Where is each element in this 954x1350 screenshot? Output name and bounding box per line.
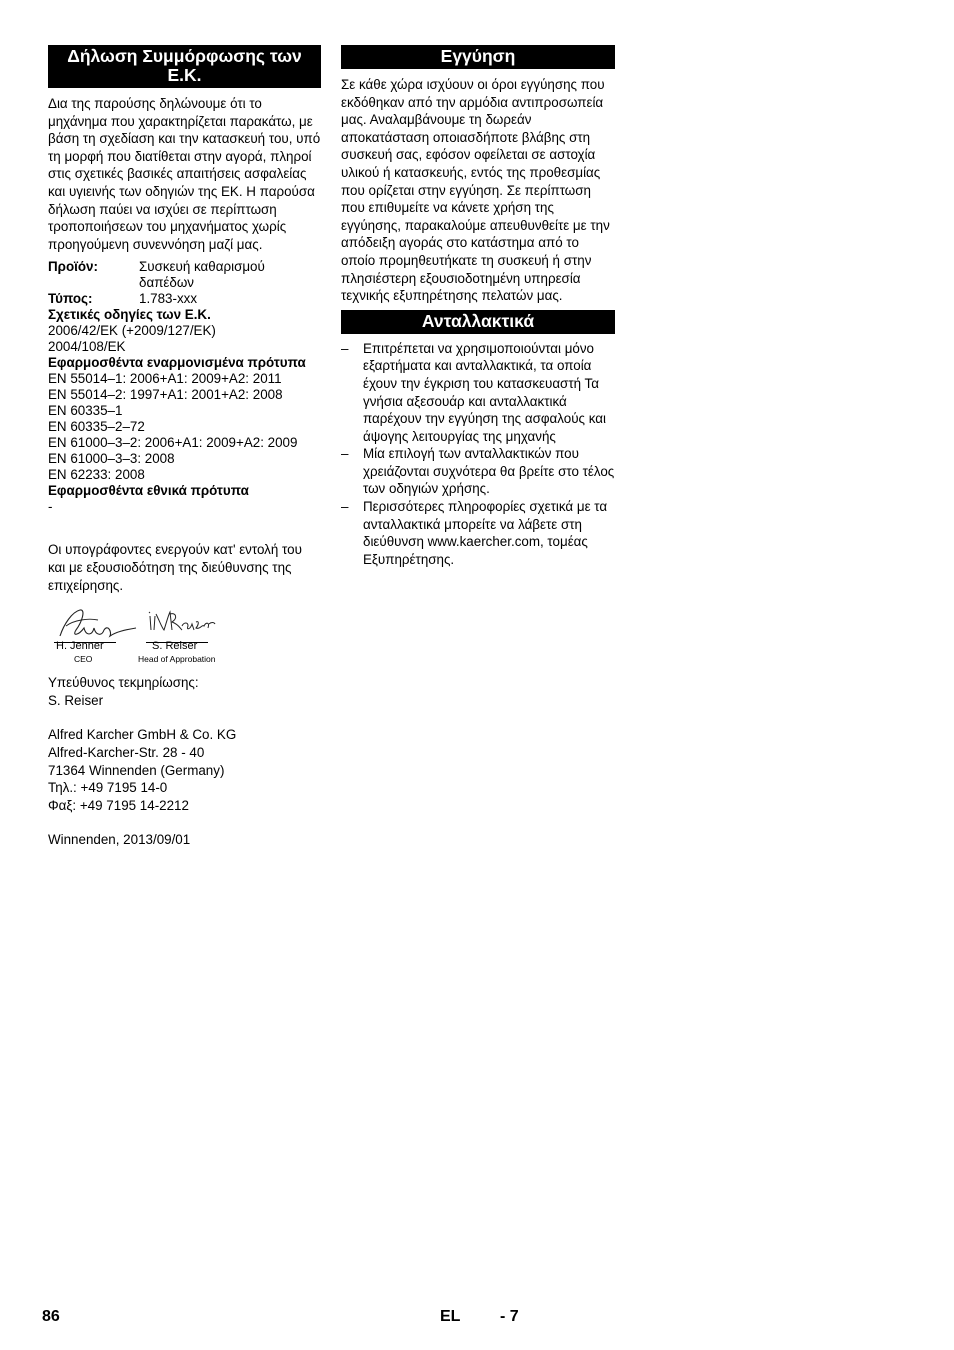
section-page-number: - 7 bbox=[500, 1308, 519, 1325]
type-value: 1.783-xxx bbox=[139, 291, 198, 307]
directives-label: Σχετικές οδηγίες των Ε.Κ. bbox=[48, 307, 211, 323]
standard-item: EN 62233: 2008 bbox=[48, 467, 145, 483]
harmonized-standards-label: Εφαρμοσθέντα εναρμονισμένα πρότυπα bbox=[48, 355, 306, 371]
spare-parts-heading: Ανταλλακτικά bbox=[341, 310, 615, 334]
address-line: Alfred Karcher GmbH & Co. KG bbox=[48, 727, 237, 743]
signature-reiser-icon bbox=[146, 608, 216, 640]
doc-responsible-name: S. Reiser bbox=[48, 692, 104, 708]
list-item-text: Επιτρέπεται να χρησιμοποιούνται μόνο εξαρτήματα και ανταλλακτικά, τα οποία έχουν την έγκριση του κατασκευαστή Τα γνήσια αξεσουάρ και ανταλλακτικά παρέχουν την εγγύηση της ασφαλούς και άψογης λειτουργίας της μηχανής bbox=[363, 340, 606, 444]
signatories-text: Οι υπογράφοντες ενεργούν κατ' εντολή του και με εξουσιοδότηση της διεύθυνσης της επιχείρησης. bbox=[48, 542, 302, 593]
signature-jenner-icon bbox=[54, 606, 138, 644]
doc-responsible-label: Υπεύθυνος τεκμηρίωσης: bbox=[48, 675, 199, 691]
type-label: Τύπος: bbox=[48, 291, 93, 307]
standard-item: EN 55014–2: 1997+A1: 2001+A2: 2008 bbox=[48, 387, 283, 403]
directive-item: 2006/42/ΕΚ (+2009/127/ΕΚ) bbox=[48, 323, 216, 339]
standard-item: EN 60335–1 bbox=[48, 403, 123, 419]
product-value: Συσκευή καθαρισμού δαπέδων bbox=[139, 259, 265, 291]
left-column bbox=[48, 45, 321, 849]
right-column bbox=[341, 45, 615, 568]
list-item-text: Περισσότερες πληροφορίες σχετικά με τα ανταλλακτικά μπορείτε να λάβετε στη διεύθυνση www.kaercher.com, τομέας Εξυπηρέτησης. bbox=[363, 499, 608, 567]
signer1-name: H. Jenner bbox=[56, 640, 104, 653]
list-item bbox=[341, 340, 615, 446]
type-row bbox=[48, 291, 321, 307]
list-item bbox=[341, 445, 615, 498]
address-line: Alfred-Karcher-Str. 28 - 40 bbox=[48, 744, 205, 760]
warranty-heading: Εγγύηση bbox=[341, 45, 615, 69]
dash-bullet: – bbox=[341, 446, 349, 462]
signer2-name: S. Reiser bbox=[152, 640, 198, 653]
signer1-role: CEO bbox=[74, 654, 93, 665]
declaration-heading: Δήλωση Συμμόρφωσης των Ε.Κ. bbox=[48, 45, 321, 88]
national-standards-value: - bbox=[48, 499, 53, 515]
address-line: Φαξ: +49 7195 14-2212 bbox=[48, 797, 189, 813]
address-line: 71364 Winnenden (Germany) bbox=[48, 762, 225, 778]
standard-item: EN 61000–3–2: 2006+A1: 2009+A2: 2009 bbox=[48, 435, 298, 451]
signature-block bbox=[48, 606, 321, 668]
spare-parts-list bbox=[341, 340, 615, 569]
signer2-role: Head of Approbation bbox=[138, 654, 216, 665]
page-number: 86 bbox=[42, 1308, 60, 1325]
place-date: Winnenden, 2013/09/01 bbox=[48, 832, 191, 848]
address-line: Τηλ.: +49 7195 14-0 bbox=[48, 780, 168, 796]
declaration-intro: Δια της παρούσης δηλώνουμε ότι το μηχάνημα που χαρακτηρίζεται παρακάτω, με βάση τη σχεδίαση και την κατασκευή του, υπό τη μορφή που διατίθεται στην αγορά, πληροί στις σχετικές βασικές απαιτήσεις ασφαλείας και υγιεινής των οδηγιών της ΕΚ. Η παρούσα δήλωση παύει να ισχύει σε περίπτωση τροποποιήσεων του μηχανήματος χωρίς προηγούμενη συνεννόηση μαζί μας. bbox=[48, 96, 321, 252]
warranty-text: Σε κάθε χώρα ισχύουν οι όροι εγγύησης που εκδόθηκαν από την αρμόδια αντιπροσωπεία μας. Αναλαμβάνουμε τη δωρεάν αποκατάσταση οποιασδήποτε βλάβης στη συσκευή σας, εφόσον οφείλεται σε αστοχία υλικού ή κατασκευής, εντός της προθεσμίας που ορίζεται στην εγγύηση. Σε περίπτωση που επιθυμείτε να κάνετε χρήση της εγγύησης, παρακαλούμε απευθυνθείτε με την απόδειξη αγοράς στο κατάστημα από το οποίο προμηθευτήκατε τη συσκευή ή στην πλησιέστερη εξουσιοδοτημένη υπηρεσία τεχνικής εξυπηρέτησης πελατών μας. bbox=[341, 77, 610, 304]
list-item-text: Μία επιλογή των ανταλλακτικών που χρειάζονται συχνότερα θα βρείτε στο τέλος των οδηγιών χρήσης. bbox=[363, 446, 615, 497]
dash-bullet: – bbox=[341, 340, 349, 356]
directive-item: 2004/108/ΕΚ bbox=[48, 339, 126, 355]
language-code: EL bbox=[440, 1308, 461, 1325]
standard-item: EN 60335–2–72 bbox=[48, 419, 145, 435]
list-item bbox=[341, 498, 615, 568]
standard-item: EN 55014–1: 2006+A1: 2009+A2: 2011 bbox=[48, 371, 282, 387]
dash-bullet: – bbox=[341, 499, 349, 515]
standard-item: EN 61000–3–3: 2008 bbox=[48, 451, 175, 467]
national-standards-label: Εφαρμοσθέντα εθνικά πρότυπα bbox=[48, 483, 249, 499]
address-block bbox=[48, 726, 321, 814]
product-row bbox=[48, 259, 321, 291]
product-label: Προϊόν: bbox=[48, 259, 98, 275]
